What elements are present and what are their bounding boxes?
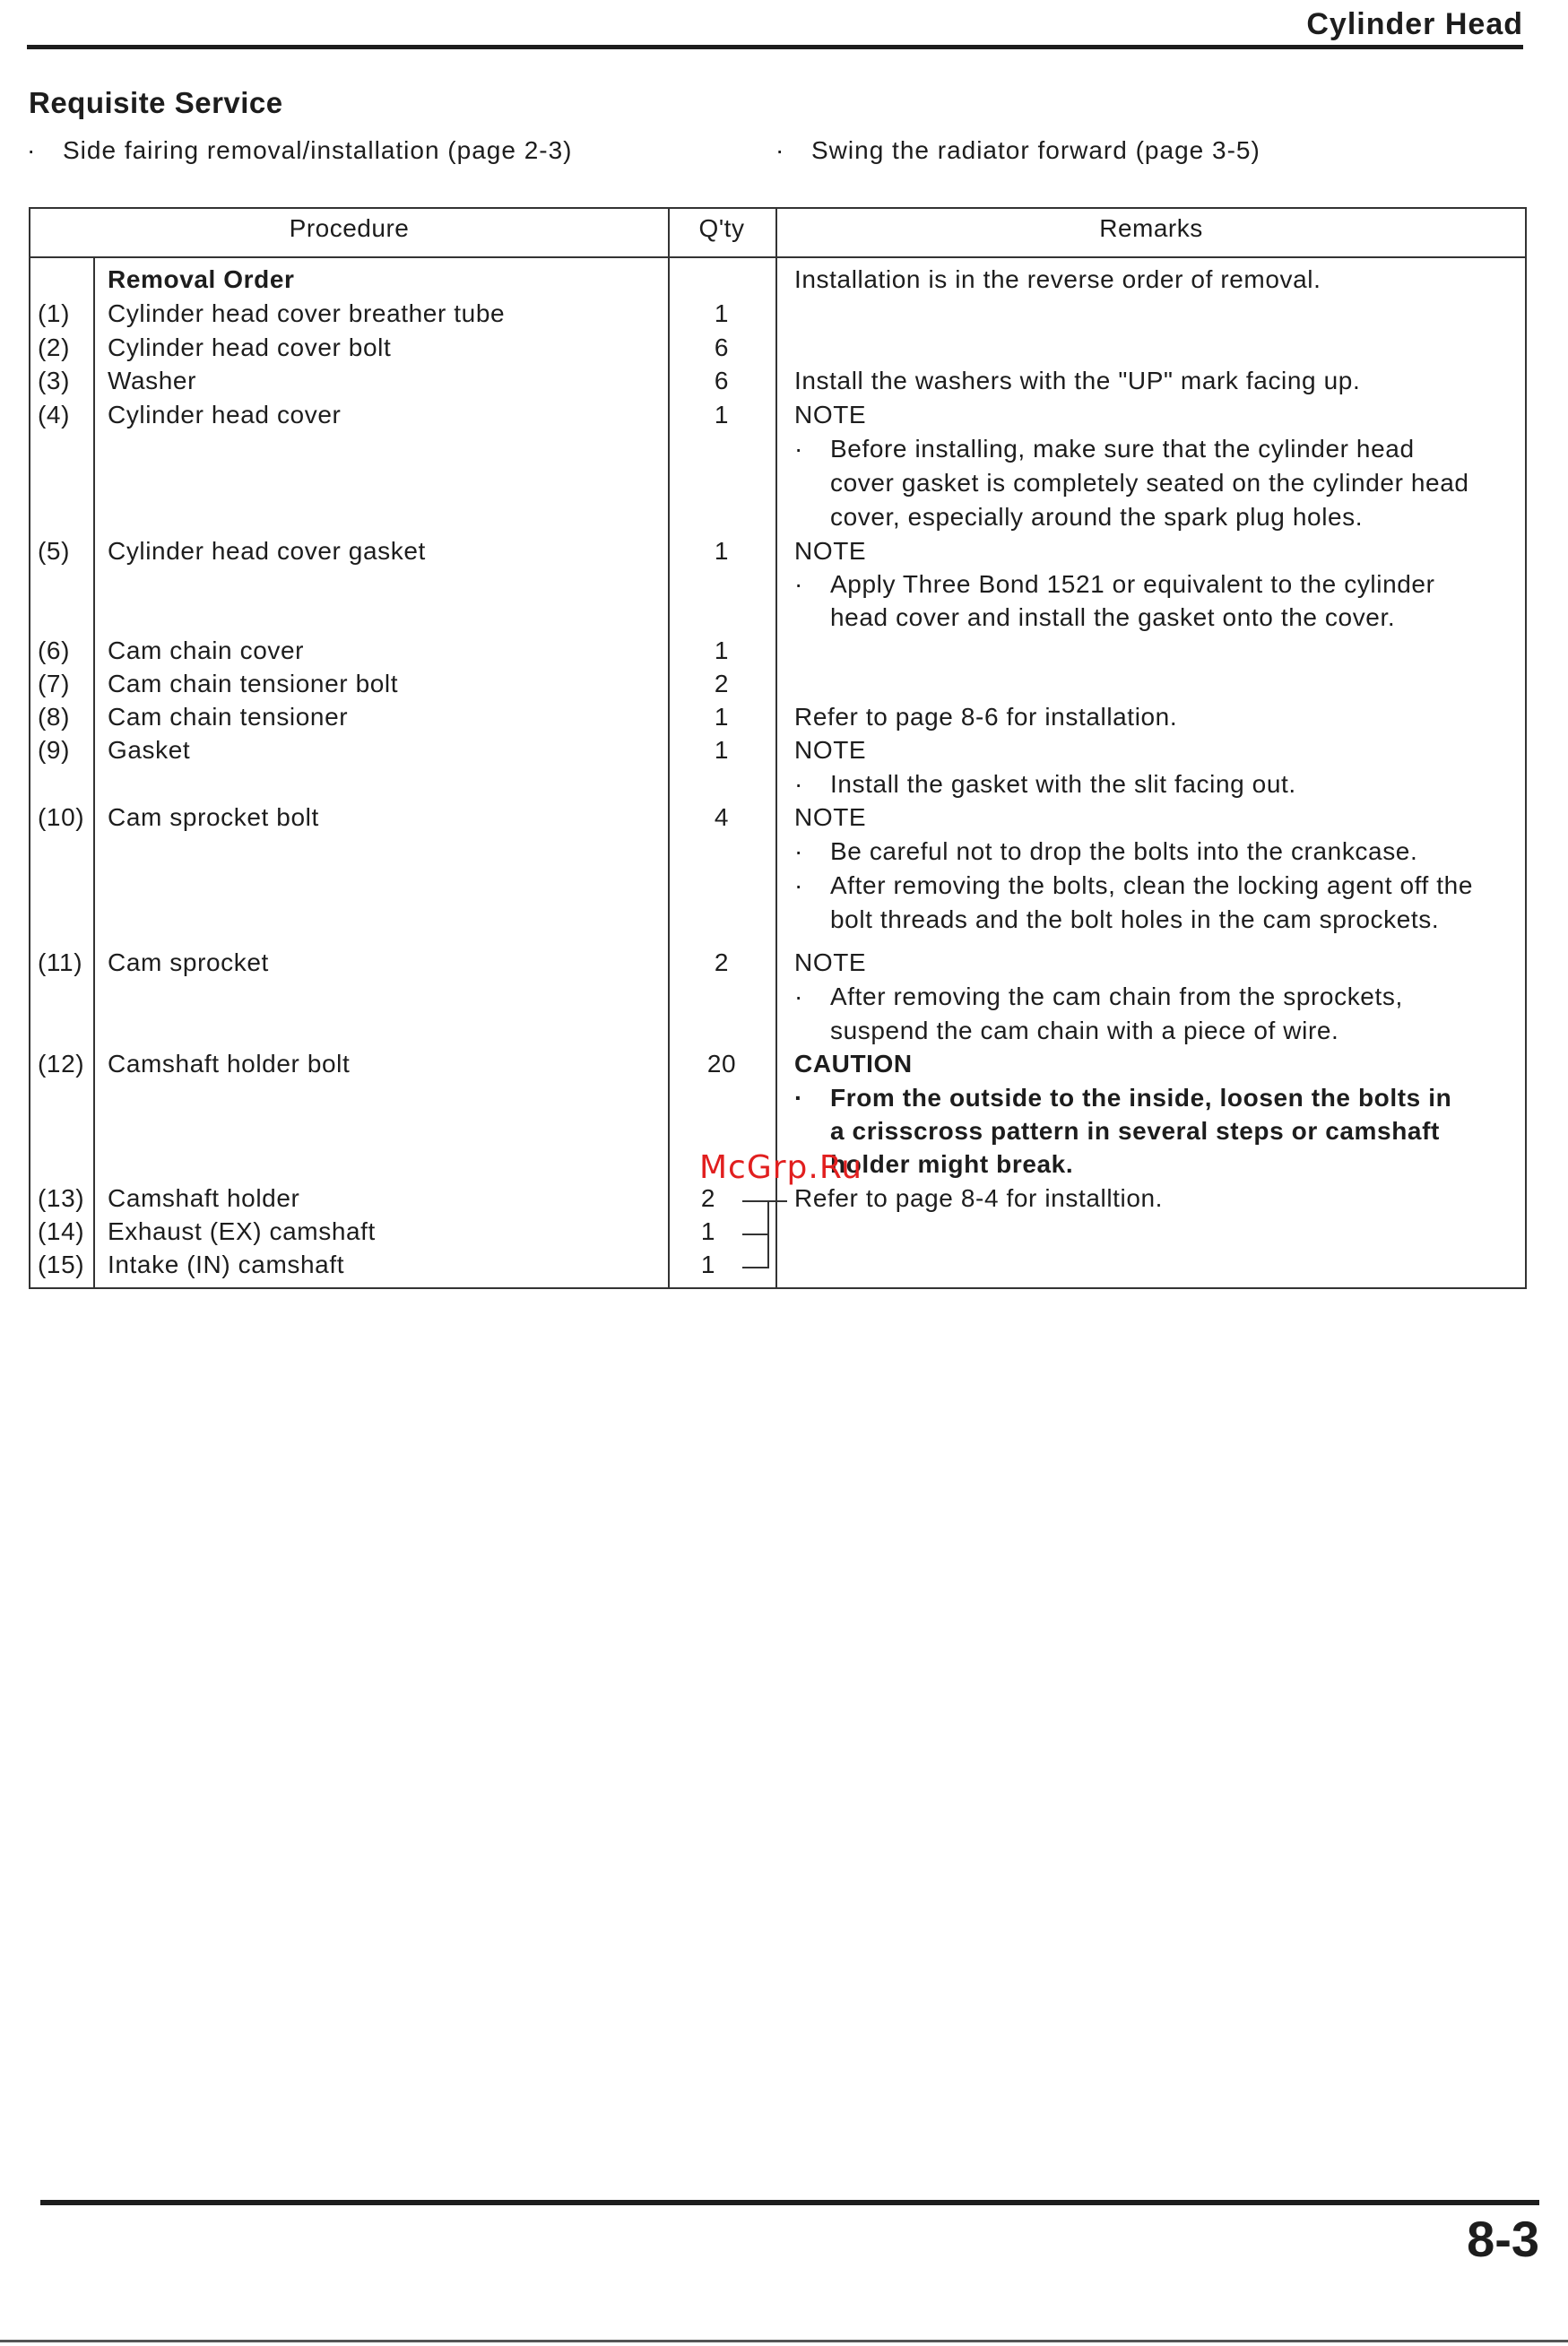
removal-order-heading: Removal Order [108, 265, 295, 293]
row-number: (8) [38, 703, 71, 731]
row-part-name: Cam chain tensioner bolt [108, 670, 399, 697]
note-label: NOTE [794, 803, 867, 831]
remark-text: Before installing, make sure that the cylinder head [830, 435, 1415, 463]
column-divider [775, 209, 777, 1287]
page-number: 8-3 [1467, 2211, 1539, 2267]
row-qty: 2 [714, 670, 730, 697]
row-qty: 6 [714, 367, 730, 394]
remark-text: Installation is in the reverse order of removal. [794, 265, 1321, 293]
row-part-name: Exhaust (EX) camshaft [108, 1217, 376, 1245]
row-part-name: Camshaft holder [108, 1184, 300, 1212]
bullet: · [27, 136, 37, 164]
prereq-item-left [27, 136, 573, 165]
header-divider [30, 256, 1525, 258]
row-number: (13) [38, 1184, 85, 1212]
row-part-name: Intake (IN) camshaft [108, 1251, 345, 1278]
row-qty: 1 [714, 736, 730, 764]
column-divider [93, 258, 95, 1287]
remark-text: Be careful not to drop the bolts into the crankcase. [830, 837, 1418, 865]
row-number: (7) [38, 670, 71, 697]
bullet: · [794, 570, 803, 598]
remark-text: suspend the cam chain with a piece of wire. [830, 1017, 1339, 1044]
row-part-name: Cam sprocket bolt [108, 803, 319, 831]
row-part-name: Cylinder head cover gasket [108, 537, 426, 565]
row-number: (9) [38, 736, 71, 764]
scan-edge-line [0, 2340, 1568, 2342]
bullet: · [794, 837, 803, 865]
footer-rule [40, 2200, 1539, 2205]
bracket-line [742, 1200, 769, 1202]
watermark-text: McGrp.Ru [699, 1149, 863, 1186]
row-number: (3) [38, 367, 71, 394]
bracket-line [767, 1200, 769, 1268]
note-label: NOTE [794, 537, 867, 565]
row-qty: 6 [714, 333, 730, 361]
bullet: · [794, 770, 803, 798]
remark-text: Apply Three Bond 1521 or equivalent to the cylinder [830, 570, 1435, 598]
remark-text: bolt threads and the bolt holes in the cam sprockets. [830, 905, 1440, 933]
caution-text: a crisscross pattern in several steps or camshaft [830, 1117, 1440, 1145]
row-part-name: Camshaft holder bolt [108, 1050, 351, 1078]
row-number: (6) [38, 636, 71, 664]
row-part-name: Cylinder head cover [108, 401, 342, 429]
row-part-name: Washer [108, 367, 197, 394]
row-qty: 1 [700, 1251, 716, 1278]
page-header-title: Cylinder Head [1306, 7, 1523, 41]
caution-text: From the outside to the inside, loosen the bolts in [830, 1084, 1452, 1112]
row-part-name: Cylinder head cover breather tube [108, 299, 506, 327]
row-part-name: Cylinder head cover bolt [108, 333, 392, 361]
row-qty: 1 [700, 1217, 716, 1245]
row-qty: 1 [714, 703, 730, 731]
remark-text: Install the gasket with the slit facing out. [830, 770, 1296, 798]
caution-label: CAUTION [794, 1050, 913, 1078]
remark-text: Refer to page 8-6 for installation. [794, 703, 1178, 731]
column-header-remarks: Remarks [1099, 214, 1203, 242]
remark-text: head cover and install the gasket onto the cover. [830, 603, 1396, 631]
note-label: NOTE [794, 401, 867, 429]
row-number: (1) [38, 299, 71, 327]
remark-text: Install the washers with the "UP" mark facing up. [794, 367, 1361, 394]
row-qty: 1 [714, 537, 730, 565]
section-title: Requisite Service [29, 86, 283, 119]
column-header-qty: Q'ty [698, 214, 745, 242]
column-header-procedure: Procedure [289, 214, 410, 242]
row-number: (2) [38, 333, 71, 361]
row-number: (15) [38, 1251, 85, 1278]
prereq-text: Swing the radiator forward (page 3-5) [811, 136, 1260, 164]
remark-text: After removing the bolts, clean the locking agent off the [830, 871, 1473, 899]
row-qty: 1 [714, 636, 730, 664]
procedure-table [29, 207, 1527, 1289]
bullet: · [775, 136, 785, 164]
row-number: (14) [38, 1217, 85, 1245]
caution-text: holder might break. [830, 1150, 1074, 1178]
row-qty: 1 [714, 299, 730, 327]
row-number: (12) [38, 1050, 85, 1078]
remark-text: Refer to page 8-4 for installtion. [794, 1184, 1164, 1212]
note-label: NOTE [794, 948, 867, 976]
row-qty: 4 [714, 803, 730, 831]
row-part-name: Cam sprocket [108, 948, 269, 976]
bullet: · [794, 1084, 803, 1112]
header-rule [27, 45, 1523, 49]
remark-text: cover gasket is completely seated on the cylinder head [830, 469, 1469, 497]
row-part-name: Cam chain cover [108, 636, 305, 664]
row-number: (11) [38, 948, 83, 976]
row-qty: 2 [700, 1184, 716, 1212]
row-number: (5) [38, 537, 71, 565]
row-part-name: Gasket [108, 736, 191, 764]
prereq-text: Side fairing removal/installation (page 2-3) [63, 136, 573, 164]
bullet: · [794, 435, 803, 463]
row-part-name: Cam chain tensioner [108, 703, 349, 731]
bracket-line [742, 1234, 769, 1235]
row-qty: 20 [706, 1050, 737, 1078]
bullet: · [794, 983, 803, 1010]
bullet: · [794, 871, 803, 899]
remark-text: After removing the cam chain from the sprockets, [830, 983, 1403, 1010]
row-number: (10) [38, 803, 85, 831]
remark-text: cover, especially around the spark plug holes. [830, 503, 1364, 531]
note-label: NOTE [794, 736, 867, 764]
row-qty: 1 [714, 401, 730, 429]
row-qty: 2 [714, 948, 730, 976]
bracket-line [767, 1200, 787, 1202]
row-number: (4) [38, 401, 71, 429]
bracket-line [742, 1267, 769, 1268]
prereq-item-right [775, 136, 1260, 165]
